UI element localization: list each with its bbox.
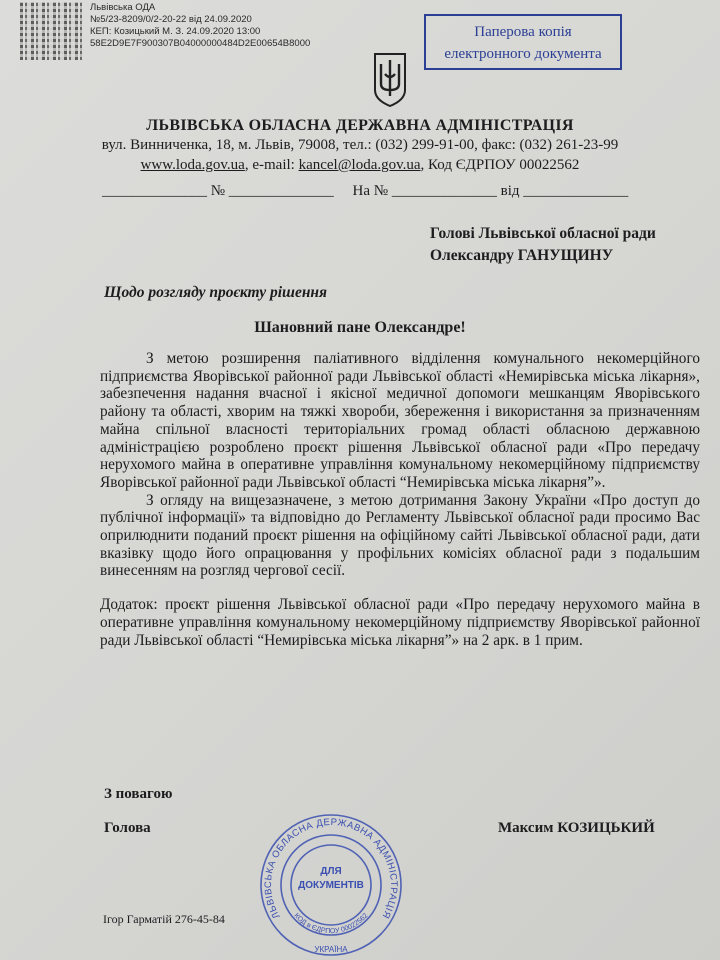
official-seal <box>258 812 404 958</box>
seal-center-1: ДЛЯ <box>320 866 342 877</box>
svg-text:КОД в ЄДРПОУ 00022562 <box>293 912 370 935</box>
attachment: Додаток: проєкт рішення Львівської обласної ради «Про передачу нерухомого майна в оперативне управління комунальному некомерційному підприємству Яворівської районної ради Львівської області “Немирівська міська лікарня”» на 2 арк. в 1 прим. <box>100 596 700 649</box>
paper-copy-line1: Паперова копія <box>474 24 572 40</box>
seal-center-2: ДОКУМЕНТІВ <box>298 880 364 891</box>
e-signature-block <box>90 2 310 50</box>
seal-country: УКРАЇНА <box>314 945 348 954</box>
coat-of-arms-icon <box>372 50 408 108</box>
signer-name: Максим КОЗИЦЬКИЙ <box>498 820 655 836</box>
body-paragraph-1: З метою розширення паліативного відділення комунального некомерційного підприємства Яворівської районної ради Львівської області «Немирівська міська лікарня», забезпечення надання вчасної і якісної медичної допомоги мешканцям Яворівського району та області, хворим на тяжкі хвороби, збереження і використання за призначенням майна спільної власності територіальних громад області обласною державною адміністрацією розроблено проєкт рішення Львівської обласної ради «Про передачу нерухомого майна в оперативне управління комунальному некомерційному підприємству Яворівської районної ради Львівської області “Немирівська міська лікарня”». <box>100 350 700 491</box>
signer-position: Голова <box>104 820 151 836</box>
registration-line: ______________ № ______________ На № ______________ від ______________ <box>102 183 629 199</box>
paper-copy-stamp <box>424 14 622 70</box>
closing: З повагою <box>104 786 173 802</box>
letterhead <box>0 116 720 175</box>
email-link[interactable]: kancel@loda.gov.ua <box>298 157 421 173</box>
website-link[interactable]: www.loda.gov.ua <box>140 157 245 173</box>
ecp-reg-number: №5/23-8209/0/2-20-22 від 24.09.2020 <box>90 14 252 25</box>
addressee <box>430 223 656 267</box>
org-address: вул. Винниченка, 18, м. Львів, 79008, тел.: (032) 299-91-00, факс: (032) 261-23-99 <box>101 137 619 153</box>
ecp-org: Львівська ОДА <box>90 2 156 13</box>
greeting: Шановний пане Олександре! <box>254 319 466 336</box>
subject: Щодо розгляду проєкту рішення <box>104 284 328 301</box>
paper-copy-line2: електронного документа <box>444 46 602 62</box>
org-name: ЛЬВІВСЬКА ОБЛАСНА ДЕРЖАВНА АДМІНІСТРАЦІЯ <box>146 117 574 134</box>
addressee-title: Голові Львівської обласної ради <box>430 225 656 242</box>
executor: Ігор Гарматій 276-45-84 <box>103 912 225 926</box>
email-label: , e-mail: <box>244 157 299 173</box>
seal-inner-text: КОД в ЄДРПОУ 00022562 <box>292 912 370 936</box>
seal-outer-text: ЛЬВІВСЬКА ОБЛАСНА ДЕРЖАВНА АДМІНІСТРАЦІЯ <box>262 816 400 921</box>
ecp-signer: КЕП: Козицький М. З. 24.09.2020 13:00 <box>90 26 261 37</box>
body-paragraph-2: З огляду на вищезазначене, з метою дотримання Закону України «Про доступ до публічної інформації» та відповідно до Регламенту Львівської обласної ради просимо Вас оприлюднити поданий проєкт рішення на офіційному сайті Львівської обласної ради, дати вказівку щодо його опрацювання у профільних комісіях обласної ради з подальшим винесенням на розгляд чергової сесії. <box>100 491 700 580</box>
qr-code <box>20 2 82 60</box>
org-contacts <box>0 155 720 175</box>
letter-body <box>100 350 700 649</box>
edrpou-code: , Код ЄДРПОУ 00022562 <box>420 157 580 173</box>
ecp-hash: 58E2D9E7F900307B04000000484D2E00654B8000 <box>90 38 311 49</box>
addressee-name: Олександру ГАНУЩИНУ <box>430 247 614 264</box>
